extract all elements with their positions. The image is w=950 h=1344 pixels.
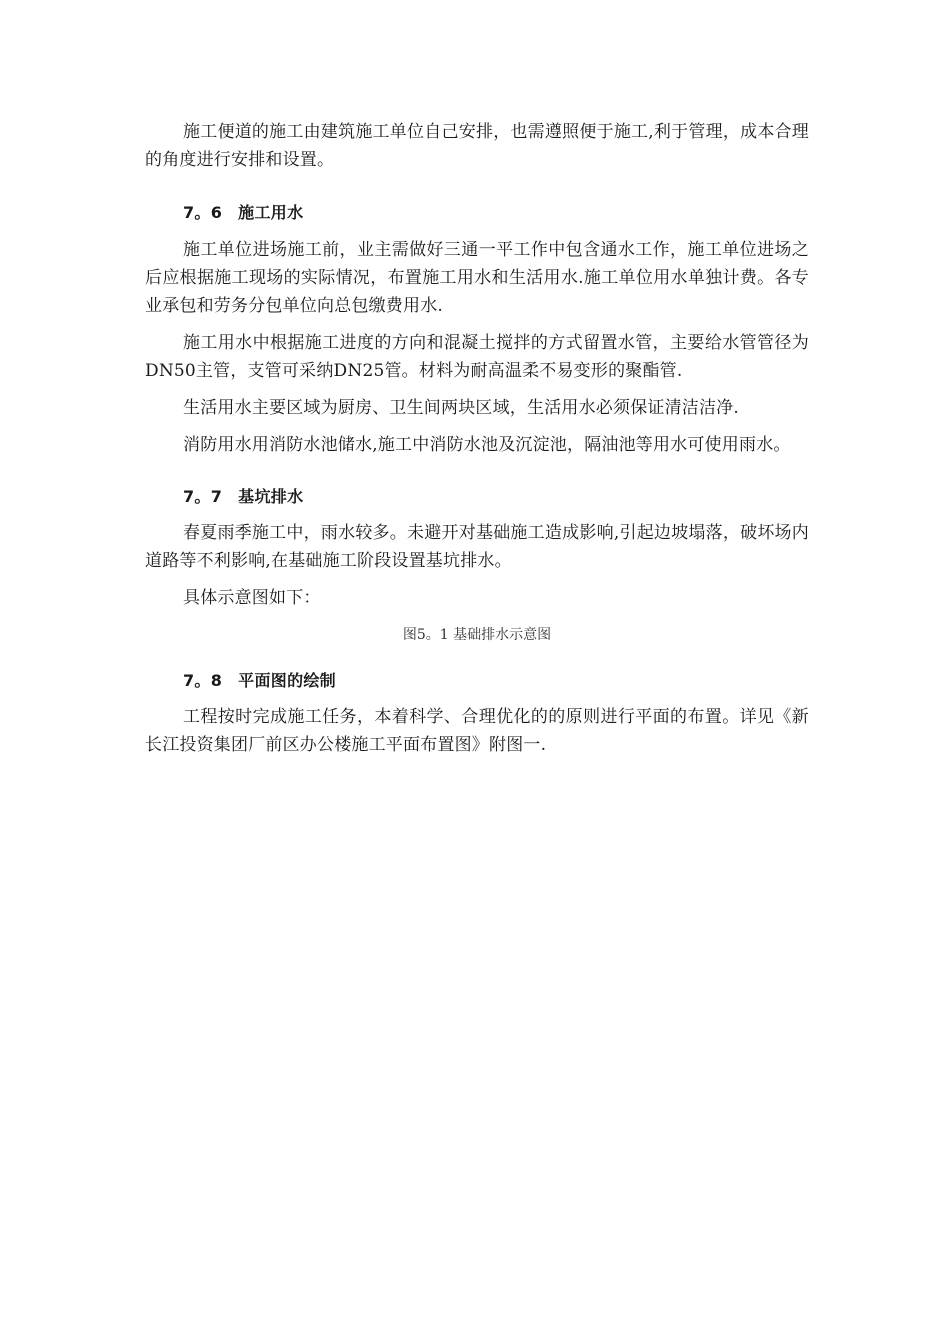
document-page bbox=[145, 118, 809, 759]
paragraph-water-access: 施工单位进场施工前，业主需做好三通一平工作中包含通水工作，施工单位进场之后应根据施工现场的实际情况，布置施工用水和生活用水.施工单位用水单独计费。各专业承包和劳务分包单位向总包缴费用水. bbox=[145, 240, 809, 316]
section-title: 基坑排水 bbox=[238, 487, 304, 506]
paragraph-site-plan: 工程按时完成施工任务，本着科学、合理优化的的原则进行平面的布置。详见《新长江投资集团厂前区办公楼施工平面布置图》附图一. bbox=[145, 707, 809, 755]
paragraph-water-pipes: 施工用水中根据施工进度的方向和混凝土搅拌的方式留置水管，主要给水管管径为DN50主管，支管可采纳DN25管。材料为耐高温柔不易变形的聚酯管. bbox=[145, 333, 809, 381]
figure-caption: 图5。1 基础排水示意图 bbox=[402, 627, 552, 643]
section-heading-7-8 bbox=[145, 669, 809, 693]
paragraph-diagram-intro: 具体示意图如下： bbox=[183, 588, 321, 608]
paragraph-pit-drainage: 春夏雨季施工中，雨水较多。未避开对基础施工造成影响,引起边坡塌落，破坏场内道路等不利影响,在基础施工阶段设置基坑排水。 bbox=[145, 523, 809, 571]
section-number: 7。7 bbox=[183, 487, 223, 506]
section-heading-7-7 bbox=[145, 485, 809, 509]
section-title: 施工用水 bbox=[238, 203, 304, 222]
section-number: 7。8 bbox=[183, 671, 223, 690]
section-number: 7。6 bbox=[183, 203, 223, 222]
paragraph-fire-water: 消防用水用消防水池储水,施工中消防水池及沉淀池，隔油池等用水可使用雨水。 bbox=[183, 435, 791, 455]
paragraph-domestic-water: 生活用水主要区域为厨房、卫生间两块区域，生活用水必须保证清洁洁净. bbox=[183, 398, 740, 418]
paragraph-construction-road: 施工便道的施工由建筑施工单位自己安排，也需遵照便于施工,利于管理，成本合理的角度进行安排和设置。 bbox=[145, 122, 809, 170]
section-heading-7-6 bbox=[145, 201, 809, 225]
section-title: 平面图的绘制 bbox=[238, 671, 336, 690]
